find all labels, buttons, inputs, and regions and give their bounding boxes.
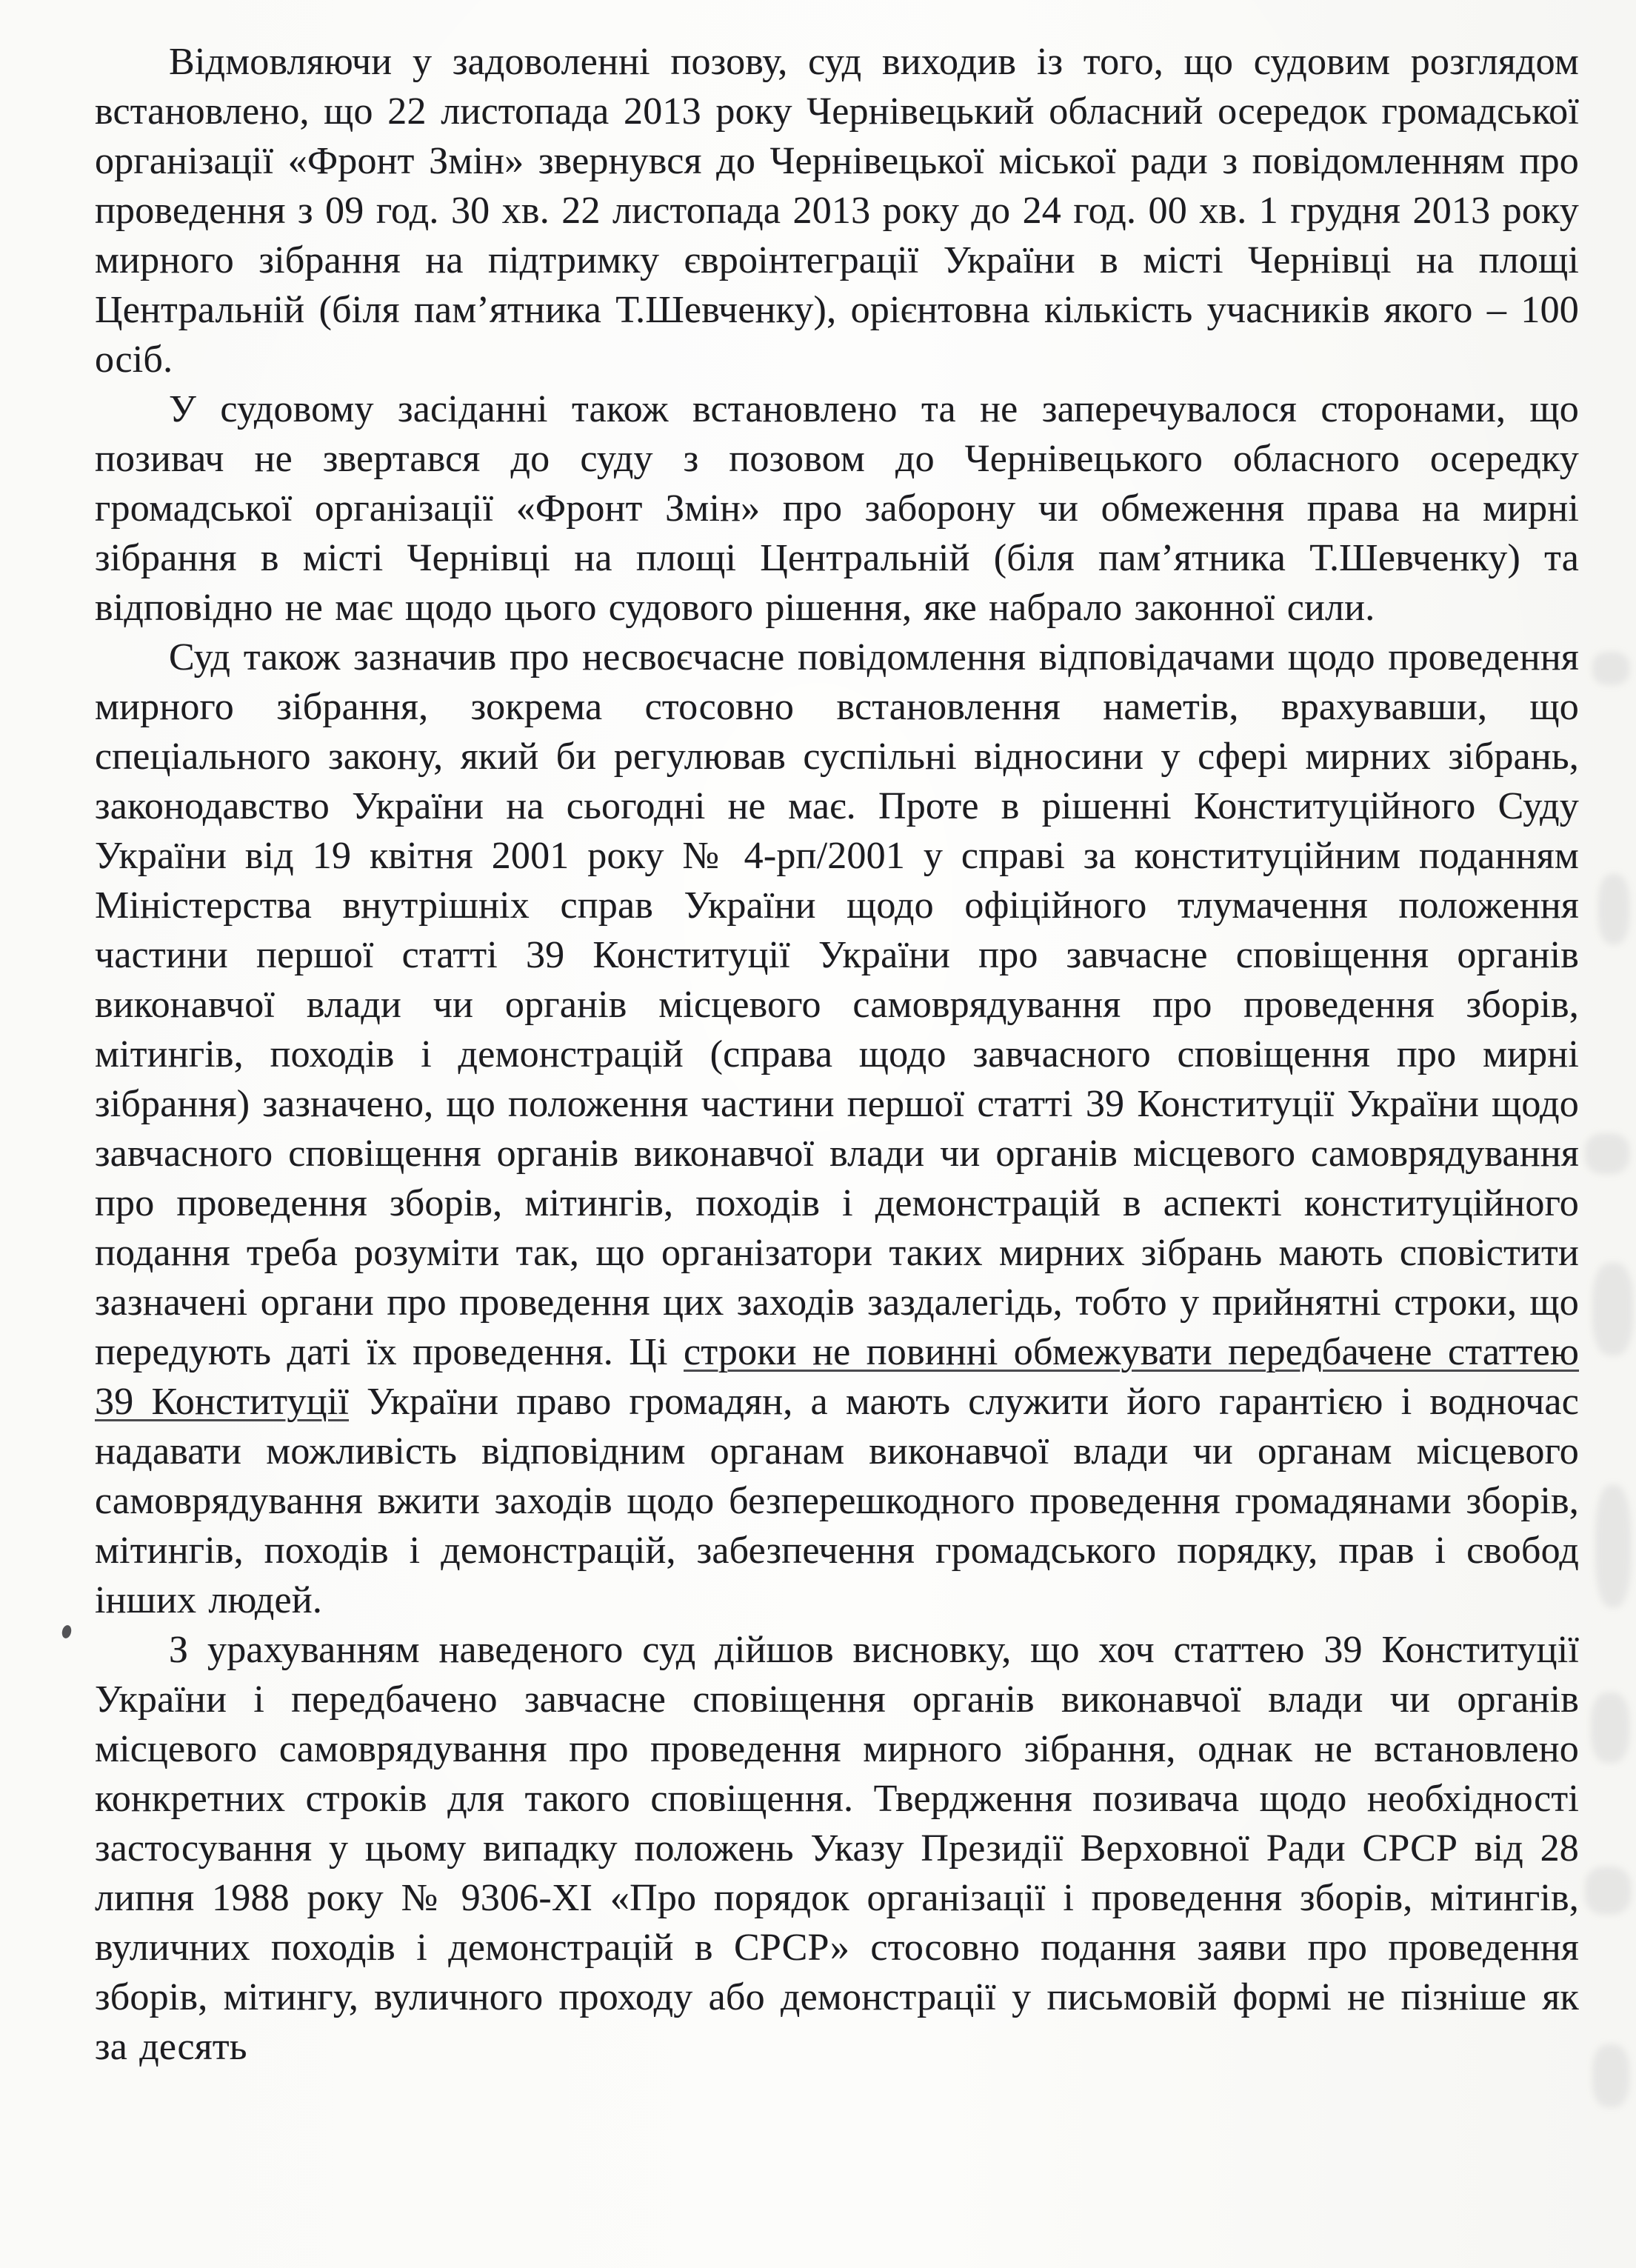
bleedthrough-artifact <box>1598 874 1629 944</box>
paragraph: Відмовляючи у задоволенні позову, суд виходив із того, що судовим розглядом встановлено, що 22 листопада 2013 року Чернівецький обласний осередок громадської організації «Фронт Змін» звернувся до Чернівецької міської ради з повідомленням про проведення з 09 год. 30 хв. 22 листопада 2013 року до 24 год. 00 хв. 1 грудня 2013 року мирного зібрання на підтримку євроінтеграції України в місті Чернівці на площі Центральній (біля пам’ятника Т.Шевченку), орієнтовна кількість учасників якого – 100 осіб. <box>95 41 1579 381</box>
underlined-passage: строки не повинні обмежувати передбачене статтею 39 Конституції <box>95 1331 1580 1423</box>
bleedthrough-artifact <box>1595 1485 1631 1607</box>
bleedthrough-artifact <box>1585 1133 1629 1174</box>
paragraph-text: України право громадян, а мають служити його гарантією і водночас надавати можливість відповідним органам виконавчої влади чи органам місцевого самоврядування вжити заходів щодо безперешкодного проведення громадянами зборів, мітингів, походів і демонстрацій, забезпечення громадського порядку, прав і свобод інших людей. <box>95 1381 1579 1621</box>
bleedthrough-artifact <box>1591 1692 1629 1763</box>
ink-mark <box>61 1624 73 1639</box>
bleedthrough-artifact <box>1592 2044 1629 2107</box>
paragraph: У судовому засіданні також встановлено та не заперечувалося сторонами, що позивач не звертався до суду з позовом до Чернівецького обласного осередку громадської організації «Фронт Змін» про заборону чи обмеження права на мирні зібрання в місті Чернівці на площі Центральній (біля пам’ятника Т.Шевченку) та відповідно не має щодо цього судового рішення, яке набрало законної сили. <box>95 388 1579 629</box>
bleedthrough-artifact <box>1592 652 1629 685</box>
paragraph <box>95 633 1579 1625</box>
document-body <box>95 37 1579 2072</box>
paragraph: З урахуванням наведеного суд дійшов висновку, що хоч статтею 39 Конституції України і передбачено завчасне сповіщення органів виконавчої влади чи органів місцевого самоврядування про проведення мирного зібрання, однак не встановлено конкретних строків для такого сповіщення. Твердження позивача щодо необхідності застосування у цьому випадку положень Указу Президії Верховної Ради СРСР від 28 липня 1988 року № 9306-XI «Про порядок організації і проведення зборів, мітингів, вуличних походів і демонстрацій в СРСР» стосовно подання заяви про проведення зборів, мітингу, вуличного проходу або демонстрації у письмовій формі не пізніше як за десять <box>95 1629 1579 2068</box>
bleedthrough-artifact <box>1592 1263 1633 1355</box>
bleedthrough-artifact <box>1585 1867 1631 1915</box>
paragraph-text: Суд також зазначив про несвоєчасне повідомлення відповідачами щодо проведення мирного зібрання, зокрема стосовно встановлення наметів, врахувавши, що спеціального закону, який би регулював суспільні відносини у сфері мирних зібрань, законодавство України на сьогодні не має. Проте в рішенні Конституційного Суду України від 19 квітня 2001 року № 4-рп/2001 у справі за конституційним поданням Міністерства внутрішніх справ України щодо офіційного тлумачення положення частини першої статті 39 Конституції України про завчасне сповіщення органів виконавчої влади чи органів місцевого самоврядування про проведення зборів, мітингів, походів і демонстрацій (справа щодо завчасного сповіщення про мирні зібрання) зазначено, що положення частини першої статті 39 Конституції України щодо завчасного сповіщення органів виконавчої влади чи органів місцевого самоврядування про проведення зборів, мітингів, походів і демонстрацій в аспекті конституційного подання треба розуміти так, що організатори таких мирних зібрань мають сповістити зазначені органи про проведення цих заходів заздалегідь, тобто у прийнятні строки, що передують даті їх проведення. Ці <box>95 636 1579 1373</box>
